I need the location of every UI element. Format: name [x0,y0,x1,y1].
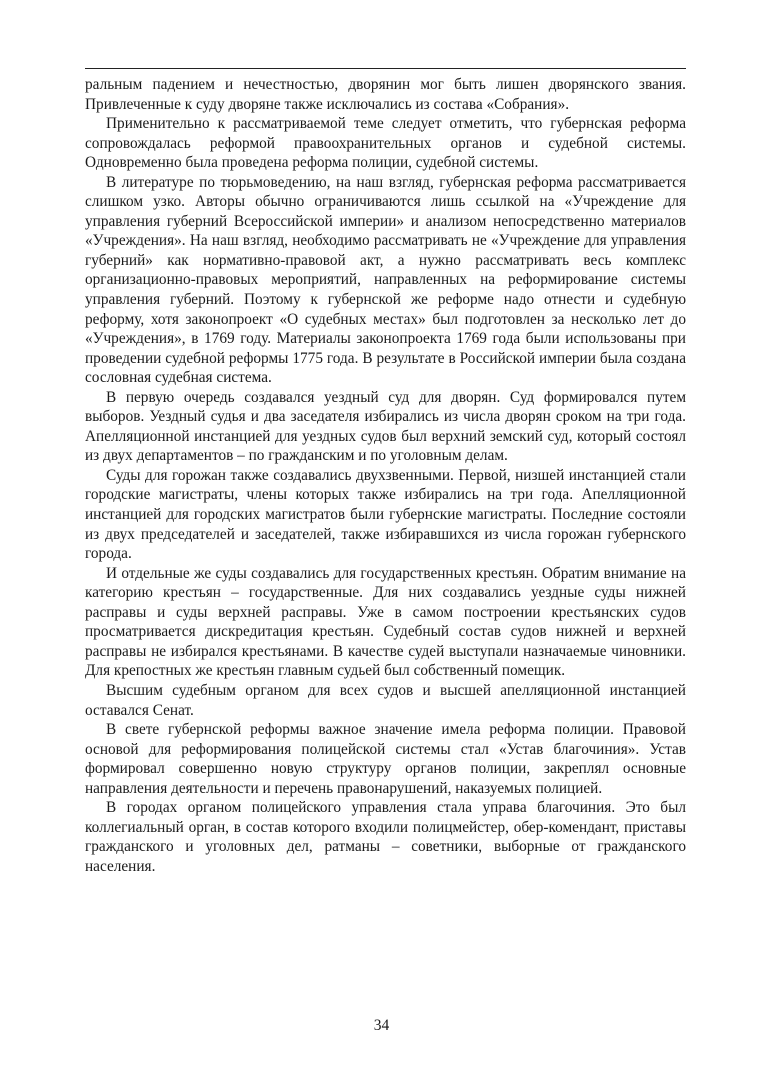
header-rule [85,68,686,69]
paragraph: В первую очередь создавался уездный суд для дворян. Суд формировался путем выборов. Уездный судья и два заседателя избирались из числа дворян сроком на три года. Апелляционной инстанцией для уездных судов был верхний земский суд, который состоял из двух департаментов – по гражданским и по уголовным делам. [85,388,686,465]
paragraph: Суды для горожан также создавались двухзвенными. Первой, низшей инстанцией стали городские магистраты, члены которых также избирались на три года. Апелляционной инстанцией для городских магистратов были губернские магистраты. Последние состояли из двух председателей и заседателей, также избиравшихся из числа горожан губернского города. [85,466,686,563]
paragraph-continued: ральным падением и нечестностью, дворянин мог быть лишен дворянского звания. Привлеченные к суду дворяне также исключались из состава «Собрания». [85,76,686,113]
paragraph: В городах органом полицейского управления стала управа благочиния. Это был коллегиальный орган, в состав которого входили полицмейстер, обер-комендант, приставы гражданского и уголовных дел, ратманы – советники, выборные от гражданского населения. [85,799,686,875]
page-number: 34 [373,1017,390,1034]
paragraph: Высшим судебным органом для всех судов и высшей апелляционной инстанцией оставался Сенат. [85,681,686,719]
body-text [85,75,686,876]
paragraph: Применительно к рассматриваемой теме следует отметить, что губернская реформа сопровождалась реформой правоохранительных органов и судебной системы. Одновременно была проведена реформа полиции, судебной системы. [85,115,686,172]
paragraph: И отдельные же суды создавались для государственных крестьян. Обратим внимание на категорию крестьян – государственные. Для них создавались уездные суды нижней расправы и суды верхней расправы. Уже в самом построении крестьянских судов просматривается дискредитация крестьян. Судебный состав судов нижней и верхней расправы не избирался крестьянами. В качестве судей выступали назначаемые чиновники. Для крепостных же крестьян главным судьей был собственный помещик. [85,564,686,680]
paragraph: В свете губернской реформы важное значение имела реформа полиции. Правовой основой для реформирования полицейской системы стал «Устав благочиния». Устав формировал совершенно новую структуру органов полиции, закреплял основные направления деятельности и перечень правонарушений, наказуемых полицией. [85,721,686,797]
paragraph: В литературе по тюрьмоведению, на наш взгляд, губернская реформа рассматривается слишком узко. Авторы обычно ограничиваются лишь ссылкой на «Учреждение для управления губерний Всероссийской империи» и анализом непосредственно материалов «Учреждения». На наш взгляд, необходимо рассматривать не «Учреждение для управления губерний» как нормативно-правовой акт, а нужно рассматривать весь комплекс организационно-правовых мероприятий, направленных на реформирование системы управления губерний. Поэтому к губернской же реформе надо отнести и судебную реформу, хотя законопроект «О судебных местах» был подготовлен за несколько лет до «Учреждения», в 1769 году. Материалы законопроекта 1769 года были использованы при проведении судебной реформы 1775 года. В результате в Российской империи была создана сословная судебная система. [85,173,686,387]
